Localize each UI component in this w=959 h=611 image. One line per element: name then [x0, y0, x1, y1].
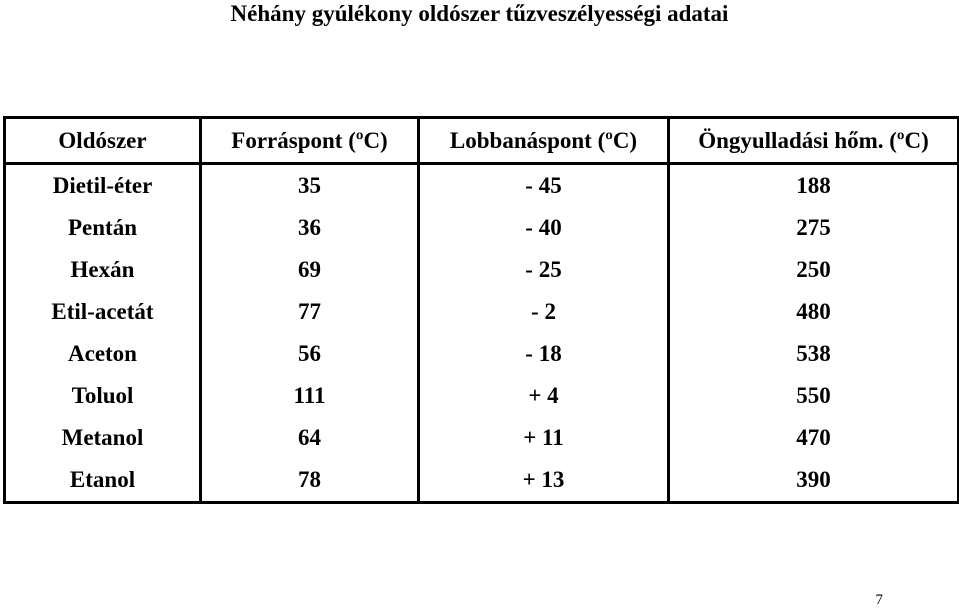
- header-flash-point: Lobbanáspont (ºC): [419, 118, 669, 164]
- solvent-data-table: [3, 116, 959, 504]
- cell-boiling-point: 56: [201, 333, 419, 375]
- cell-autoignition-temp: 480: [669, 291, 959, 333]
- cell-autoignition-temp: 550: [669, 375, 959, 417]
- cell-solvent: Hexán: [5, 249, 201, 291]
- cell-flash-point: - 2: [419, 291, 669, 333]
- cell-solvent: Etanol: [5, 459, 201, 503]
- cell-flash-point: - 25: [419, 249, 669, 291]
- cell-flash-point: + 13: [419, 459, 669, 503]
- cell-flash-point: + 11: [419, 417, 669, 459]
- cell-boiling-point: 36: [201, 207, 419, 249]
- cell-flash-point: - 45: [419, 164, 669, 208]
- cell-boiling-point: 77: [201, 291, 419, 333]
- cell-solvent: Toluol: [5, 375, 201, 417]
- header-boiling-point: Forráspont (ºC): [201, 118, 419, 164]
- table-row: [5, 417, 959, 459]
- table-header-row: [5, 118, 959, 164]
- cell-boiling-point: 64: [201, 417, 419, 459]
- cell-solvent: Dietil-éter: [5, 164, 201, 208]
- cell-autoignition-temp: 188: [669, 164, 959, 208]
- cell-autoignition-temp: 250: [669, 249, 959, 291]
- cell-boiling-point: 35: [201, 164, 419, 208]
- page-number: 7: [875, 592, 883, 608]
- table-row: [5, 333, 959, 375]
- header-autoignition-temp: Öngyulladási hőm. (ºC): [669, 118, 959, 164]
- cell-autoignition-temp: 470: [669, 417, 959, 459]
- cell-boiling-point: 111: [201, 375, 419, 417]
- cell-solvent: Aceton: [5, 333, 201, 375]
- cell-autoignition-temp: 390: [669, 459, 959, 503]
- cell-autoignition-temp: 275: [669, 207, 959, 249]
- table-row: [5, 164, 959, 208]
- table-row: [5, 207, 959, 249]
- page-title: Néhány gyúlékony oldószer tűzveszélyességi adatai: [230, 1, 729, 26]
- cell-solvent: Etil-acetát: [5, 291, 201, 333]
- table-row: [5, 291, 959, 333]
- cell-solvent: Metanol: [5, 417, 201, 459]
- table-row: [5, 249, 959, 291]
- cell-boiling-point: 69: [201, 249, 419, 291]
- cell-flash-point: + 4: [419, 375, 669, 417]
- cell-flash-point: - 40: [419, 207, 669, 249]
- cell-solvent: Pentán: [5, 207, 201, 249]
- table-row: [5, 375, 959, 417]
- cell-autoignition-temp: 538: [669, 333, 959, 375]
- header-solvent: Oldószer: [5, 118, 201, 164]
- cell-boiling-point: 78: [201, 459, 419, 503]
- table-row: [5, 459, 959, 503]
- cell-flash-point: - 18: [419, 333, 669, 375]
